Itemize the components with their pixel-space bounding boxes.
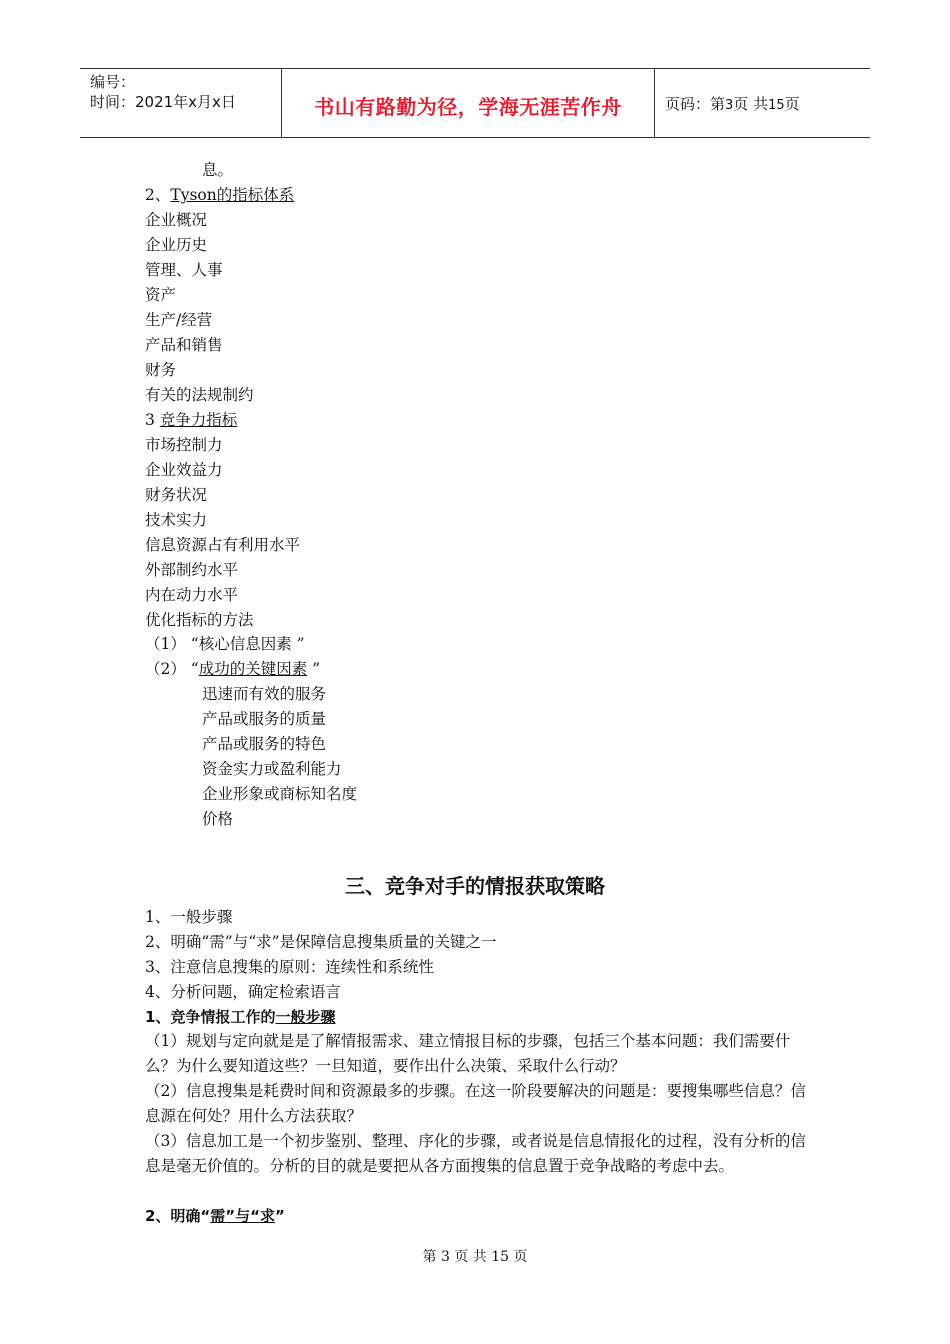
page-footer: 第 3 页 共 15 页 — [422, 1249, 528, 1265]
header-page-cell — [655, 69, 870, 137]
paragraph-collection: （2）信息搜集是耗费时间和资源最多的步骤。在这一阶段要解决的问题是：要搜集哪些信息？信息源在何处？用什么方法获取？ — [145, 1082, 806, 1125]
list-item: 管理、人事 — [145, 261, 223, 279]
text-line: 息。 — [202, 161, 234, 179]
list-item: 外部制约水平 — [145, 561, 239, 579]
list-item: 迅速而有效的服务 — [202, 685, 327, 703]
list-item: 企业历史 — [145, 236, 208, 254]
header-meta-cell — [80, 69, 282, 137]
list-item: 企业概况 — [145, 211, 208, 229]
list-heading-tyson: 2、Tyson的指标体系 — [145, 186, 295, 204]
header-page-number: 页码：第3页 共15页 — [665, 95, 800, 113]
list-item: 产品和销售 — [145, 336, 223, 354]
list-item: 有关的法规制约 — [145, 386, 254, 404]
list-item: 4、分析问题，确定检索语言 — [145, 983, 341, 1001]
list-item: 市场控制力 — [145, 436, 223, 454]
page-header — [80, 68, 870, 138]
subheading-general-steps: 1、竞争情报工作的一般步骤 — [145, 1008, 336, 1026]
list-item: 产品或服务的特色 — [202, 735, 327, 753]
list-item: 2、明确“需”与“求”是保障信息搜集质量的关键之一 — [145, 933, 497, 951]
list-item: 3、注意信息搜集的原则：连续性和系统性 — [145, 958, 434, 976]
list-item: 资产 — [145, 286, 177, 304]
header-motto-cell — [282, 69, 655, 137]
list-item: 信息资源占有利用水平 — [145, 536, 301, 554]
link-general-steps[interactable]: 一般步骤 — [275, 1008, 336, 1026]
paragraph-processing: （3）信息加工是一个初步鉴别、整理、序化的步骤，或者说是信息情报化的过程，没有分析的信息是毫无价值的。分析的目的就是要把从各方面搜集的信息置于竞争战略的考虑中去。 — [145, 1132, 806, 1175]
list-item: 财务 — [145, 361, 177, 379]
link-tyson-index[interactable]: Tyson的指标体系 — [170, 186, 295, 204]
list-item: 资金实力或盈利能力 — [202, 760, 342, 778]
list-item: 企业形象或商标知名度 — [202, 785, 358, 803]
list-item: 技术实力 — [145, 511, 208, 529]
subheading-need-and-demand: 2、明确“需”与“求” — [145, 1207, 285, 1225]
list-item: （1） “核心信息因素 ” — [145, 635, 305, 653]
list-heading-competitiveness: 3 竞争力指标 — [145, 411, 238, 429]
link-need-and-demand[interactable]: 需”与“求 — [210, 1207, 276, 1225]
list-item: （2） “成功的关键因素 ” — [145, 660, 321, 678]
list-item: 价格 — [202, 810, 234, 828]
list-item: 财务状况 — [145, 486, 208, 504]
paragraph-planning: （1）规划与定向就是是了解情报需求、建立情报目标的步骤，包括三个基本问题：我们需要什么？为什么要知道这些？一旦知道，要作出什么决策、采取什么行动？ — [145, 1032, 791, 1075]
list-item: 内在动力水平 — [145, 586, 239, 604]
header-motto: 书山有路勤为径，学海无涯苦作舟 — [314, 95, 622, 119]
list-item: 生产/经营 — [145, 311, 213, 329]
section-title: 三、竞争对手的情报获取策略 — [345, 874, 605, 898]
link-key-success-factors[interactable]: 成功的关键因素 — [198, 660, 308, 678]
list-item: 产品或服务的质量 — [202, 710, 327, 728]
list-item: 企业效益力 — [145, 461, 223, 479]
document-time: 时间：2021年x月x日 — [90, 93, 236, 111]
list-item: 1、一般步骤 — [145, 908, 233, 926]
link-competitiveness-index[interactable]: 竞争力指标 — [159, 411, 238, 429]
document-number: 编号： — [90, 73, 136, 91]
list-item: 优化指标的方法 — [145, 611, 254, 629]
